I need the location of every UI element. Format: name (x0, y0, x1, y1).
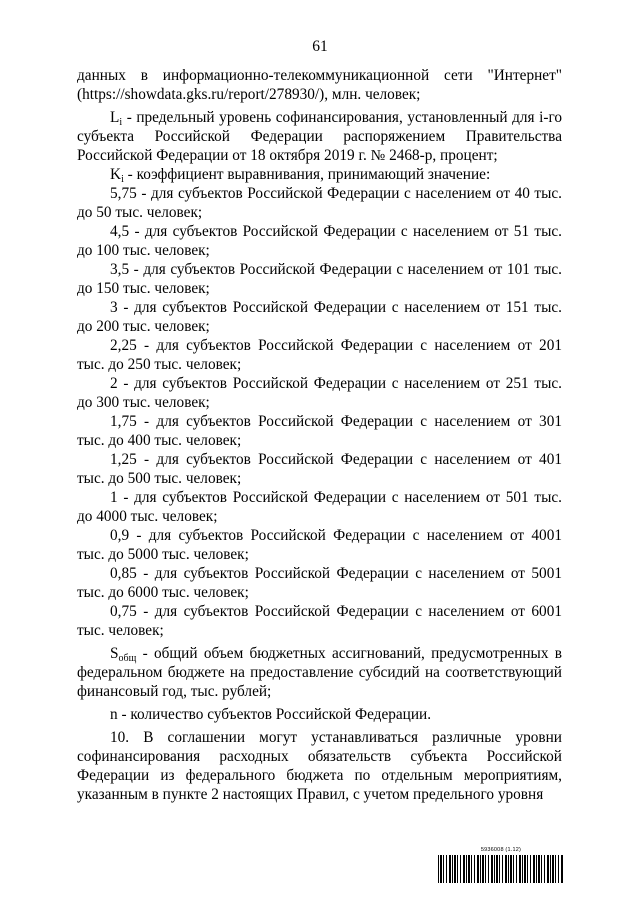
coefficient-list (77, 184, 562, 640)
paragraph-n-definition: n - количество субъектов Российской Федерации. (110, 706, 432, 723)
coefficient-item: 0,85 - для субъектов Российской Федерации с населением от 5001 тыс. до 6000 тыс. человек; (77, 565, 562, 601)
coefficient-item: 2,25 - для субъектов Российской Федерации с населением от 201 тыс. до 250 тыс. человек; (77, 337, 562, 373)
paragraph-k-definition (77, 165, 562, 184)
coefficient-item: 2 - для субъектов Российской Федерации с населением от 251 тыс. до 300 тыс. человек; (77, 375, 562, 411)
definition-text: - предельный уровень софинансирования, установленный для i-го субъекта Российской Федерации распоряжением Правительства Российской Федерации от 18 октября 2019 г. № 2468-р, процент; (77, 109, 562, 164)
coefficient-item: 3,5 - для субъектов Российской Федерации с населением от 101 тыс. до 150 тыс. человек; (77, 261, 562, 297)
coefficient-item: 0,75 - для субъектов Российской Федерации с населением от 6001 тыс. человек; (77, 603, 562, 639)
coefficient-item: 1,25 - для субъектов Российской Федерации с населением от 401 тыс. до 500 тыс. человек; (77, 451, 562, 487)
symbol-s: S (110, 645, 119, 662)
paragraph-10: 10. В соглашении могут устанавливаться различные уровни софинансирования расходных обязательств субъекта Российской Федерации из федерального бюджета по отдельным мероприятиям, указанным в пункте 2 настоящих Правил, с учетом предельного уровня (77, 729, 562, 803)
barcode-code: 5936008 (1.12) (480, 847, 521, 853)
barcode-icon (438, 855, 563, 883)
paragraph-s-definition (77, 644, 562, 701)
page-number: 61 (312, 38, 328, 55)
document-body (77, 66, 562, 804)
symbol-k: K (110, 166, 122, 183)
coefficient-item: 3 - для субъектов Российской Федерации с населением от 151 тыс. до 200 тыс. человек; (77, 299, 562, 335)
paragraph-data-source: данных в информационно-телекоммуникационной сети "Интернет" (https://showdata.gks.ru/report/278930/), млн. человек; (77, 67, 562, 103)
coefficient-item: 5,75 - для субъектов Российской Федерации с населением от 40 тыс. до 50 тыс. человек; (77, 185, 562, 221)
symbol-l: L (110, 109, 120, 126)
paragraph-l-definition (77, 108, 562, 165)
subscript-i: i (119, 117, 123, 128)
definition-text: - общий объем бюджетных ассигнований, предусмотренных в федеральном бюджете на предоставление субсидий на соответствующий финансовый год, тыс. рублей; (77, 645, 562, 700)
definition-text: - коэффициент выравнивания, принимающий значение: (123, 166, 491, 183)
subscript-i: i (121, 174, 124, 185)
coefficient-item: 1,75 - для субъектов Российской Федерации с населением от 301 тыс. до 400 тыс. человек; (77, 413, 562, 449)
subscript-obsch: общ (118, 653, 137, 664)
coefficient-item: 4,5 - для субъектов Российской Федерации с населением от 51 тыс. до 100 тыс. человек; (77, 223, 562, 259)
coefficient-item: 1 - для субъектов Российской Федерации с населением от 501 тыс. до 4000 тыс. человек; (77, 489, 562, 525)
coefficient-item: 0,9 - для субъектов Российской Федерации с населением от 4001 тыс. до 5000 тыс. человек; (77, 527, 562, 563)
barcode-block (438, 847, 563, 887)
